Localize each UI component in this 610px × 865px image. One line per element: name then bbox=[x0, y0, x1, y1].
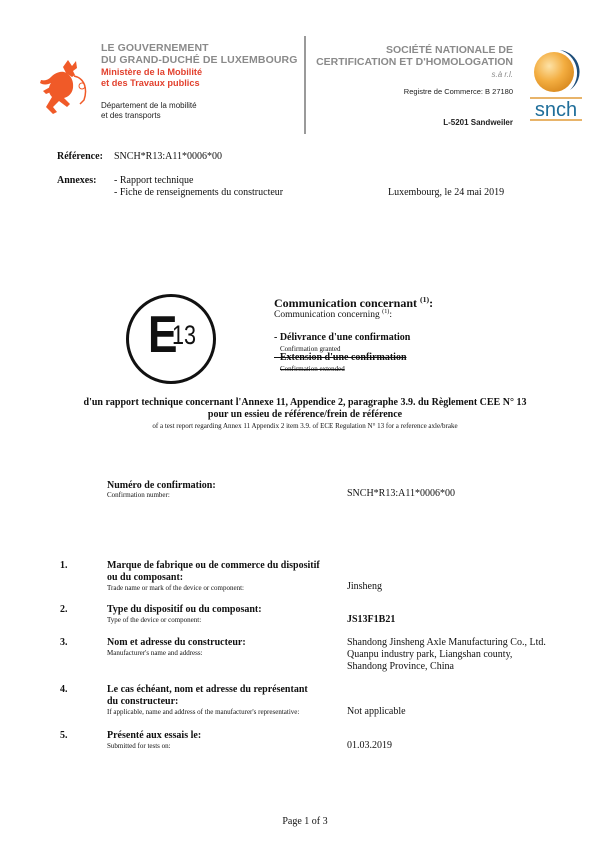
dept-line-2: et des transports bbox=[101, 111, 161, 120]
option-confirmation-extended: - Extension d'une confirmation bbox=[274, 352, 407, 363]
footnote-ref: (1) bbox=[382, 309, 390, 315]
gov-line-1: LE GOUVERNEMENT bbox=[101, 42, 209, 54]
item-3-label: Nom et adresse du constructeur: bbox=[107, 637, 246, 648]
item-4-label-line-2: du constructeur: bbox=[107, 696, 179, 707]
emark-number: 13 bbox=[172, 320, 197, 350]
report-line-1: d'un rapport technique concernant l'Annexe 11, Appendice 2, paragraphe 3.9. du Règlement CEE N° 13 bbox=[83, 397, 527, 408]
item-5-number: 5. bbox=[60, 730, 68, 741]
item-1-label-en: Trade name or mark of the device or component: bbox=[107, 584, 244, 592]
option-confirmation-granted: - Délivrance d'une confirmation bbox=[274, 332, 411, 343]
item-4-number: 4. bbox=[60, 684, 68, 695]
ministry-line-2: et des Travaux publics bbox=[101, 78, 200, 88]
snch-logo bbox=[526, 46, 586, 126]
ministry-name bbox=[101, 67, 202, 89]
option-confirmation-extended-en: Confirmation extended bbox=[280, 365, 345, 373]
footnote-ref: (1) bbox=[420, 295, 430, 304]
item-1-number: 1. bbox=[60, 560, 68, 571]
emark-letter: E bbox=[148, 306, 178, 364]
registre-commerce: Registre de Commerce: B 27180 bbox=[403, 87, 513, 96]
communication-subtitle-text: Communication concerning bbox=[274, 310, 380, 321]
confirmation-label: Numéro de confirmation: bbox=[107, 480, 216, 491]
annex-item-2: - Fiche de renseignements du constructeur bbox=[114, 187, 284, 198]
manufacturer-name: Shandong Jinsheng Axle Manufacturing Co., Ltd. bbox=[347, 637, 546, 648]
legal-form: s.à r.l. bbox=[491, 70, 513, 79]
confirmation-value: SNCH*R13:A11*0006*00 bbox=[347, 488, 455, 499]
snch-title-line-2: CERTIFICATION ET D'HOMOLOGATION bbox=[316, 56, 513, 68]
item-3-number: 3. bbox=[60, 637, 68, 648]
item-2-number: 2. bbox=[60, 604, 68, 615]
snch-title-line-1: SOCIÉTÉ NATIONALE DE bbox=[386, 44, 513, 56]
page-number: Page 1 of 3 bbox=[282, 816, 328, 827]
item-4-label bbox=[107, 684, 308, 708]
ministry-line-1: Ministère de la Mobilité bbox=[101, 67, 203, 77]
item-2-label: Type du dispositif ou du composant: bbox=[107, 604, 262, 615]
snch-title bbox=[316, 44, 513, 68]
gov-line-2: DU GRAND-DUCHÉ DE LUXEMBOURG bbox=[101, 54, 298, 66]
item-4-label-line-1: Le cas échéant, nom et adresse du représentant bbox=[107, 684, 308, 695]
item-4-label-en: If applicable, name and address of the manufacturer's representative: bbox=[107, 708, 300, 716]
dept-line-1: Département de la mobilité bbox=[101, 101, 197, 110]
manufacturer-address-line-2: Shandong Province, China bbox=[347, 661, 454, 672]
government-title bbox=[101, 42, 297, 66]
colon: : bbox=[389, 310, 392, 321]
item-1-value: Jinsheng bbox=[347, 581, 382, 592]
item-3-value bbox=[347, 637, 546, 673]
communication-subtitle bbox=[274, 309, 392, 320]
item-1-label-line-2: ou du composant: bbox=[107, 572, 184, 583]
item-5-label-en: Submitted for tests on: bbox=[107, 742, 171, 750]
item-5-value: 01.03.2019 bbox=[347, 740, 392, 751]
item-1-label bbox=[107, 560, 320, 584]
item-3-label-en: Manufacturer's name and address: bbox=[107, 649, 203, 657]
reference-value: SNCH*R13:A11*0006*00 bbox=[114, 151, 222, 162]
reference-label: Référence: bbox=[57, 151, 103, 162]
place-date: Luxembourg, le 24 mai 2019 bbox=[388, 187, 505, 198]
option-confirmation-granted-en: Confirmation granted bbox=[280, 345, 341, 353]
item-2-value: JS13F1B21 bbox=[347, 614, 396, 625]
item-2-label-en: Type of the device or component: bbox=[107, 616, 202, 624]
header-divider bbox=[304, 36, 306, 134]
report-line-3: of a test report regarding Annex 11 Appendix 2 item 3.9. of ECE Regulation N° 13 for a reference axle/brake bbox=[152, 422, 458, 430]
annexes-label: Annexes: bbox=[57, 175, 97, 186]
confirmation-label-en: Confirmation number: bbox=[107, 491, 170, 499]
annex-item-1: - Rapport technique bbox=[114, 175, 194, 186]
communication-title-text: Communication concernant bbox=[274, 296, 417, 310]
item-5-label: Présenté aux essais le: bbox=[107, 730, 202, 741]
manufacturer-address-line-1: Quanpu industry park, Liangshan county, bbox=[347, 649, 513, 660]
luxembourg-lion-logo bbox=[38, 56, 96, 118]
item-1-label-line-1: Marque de fabrique ou de commerce du dispositif bbox=[107, 560, 320, 571]
department-name bbox=[101, 101, 197, 121]
snch-logo-text: snch bbox=[534, 99, 578, 121]
colon: : bbox=[429, 296, 434, 310]
snch-address: L-5201 Sandweiler bbox=[443, 118, 513, 127]
item-4-value: Not applicable bbox=[347, 706, 406, 717]
snch-sphere-icon bbox=[526, 46, 586, 126]
red-lion-icon bbox=[38, 56, 96, 118]
report-line-2: pour un essieu de référence/frein de référence bbox=[207, 409, 403, 420]
